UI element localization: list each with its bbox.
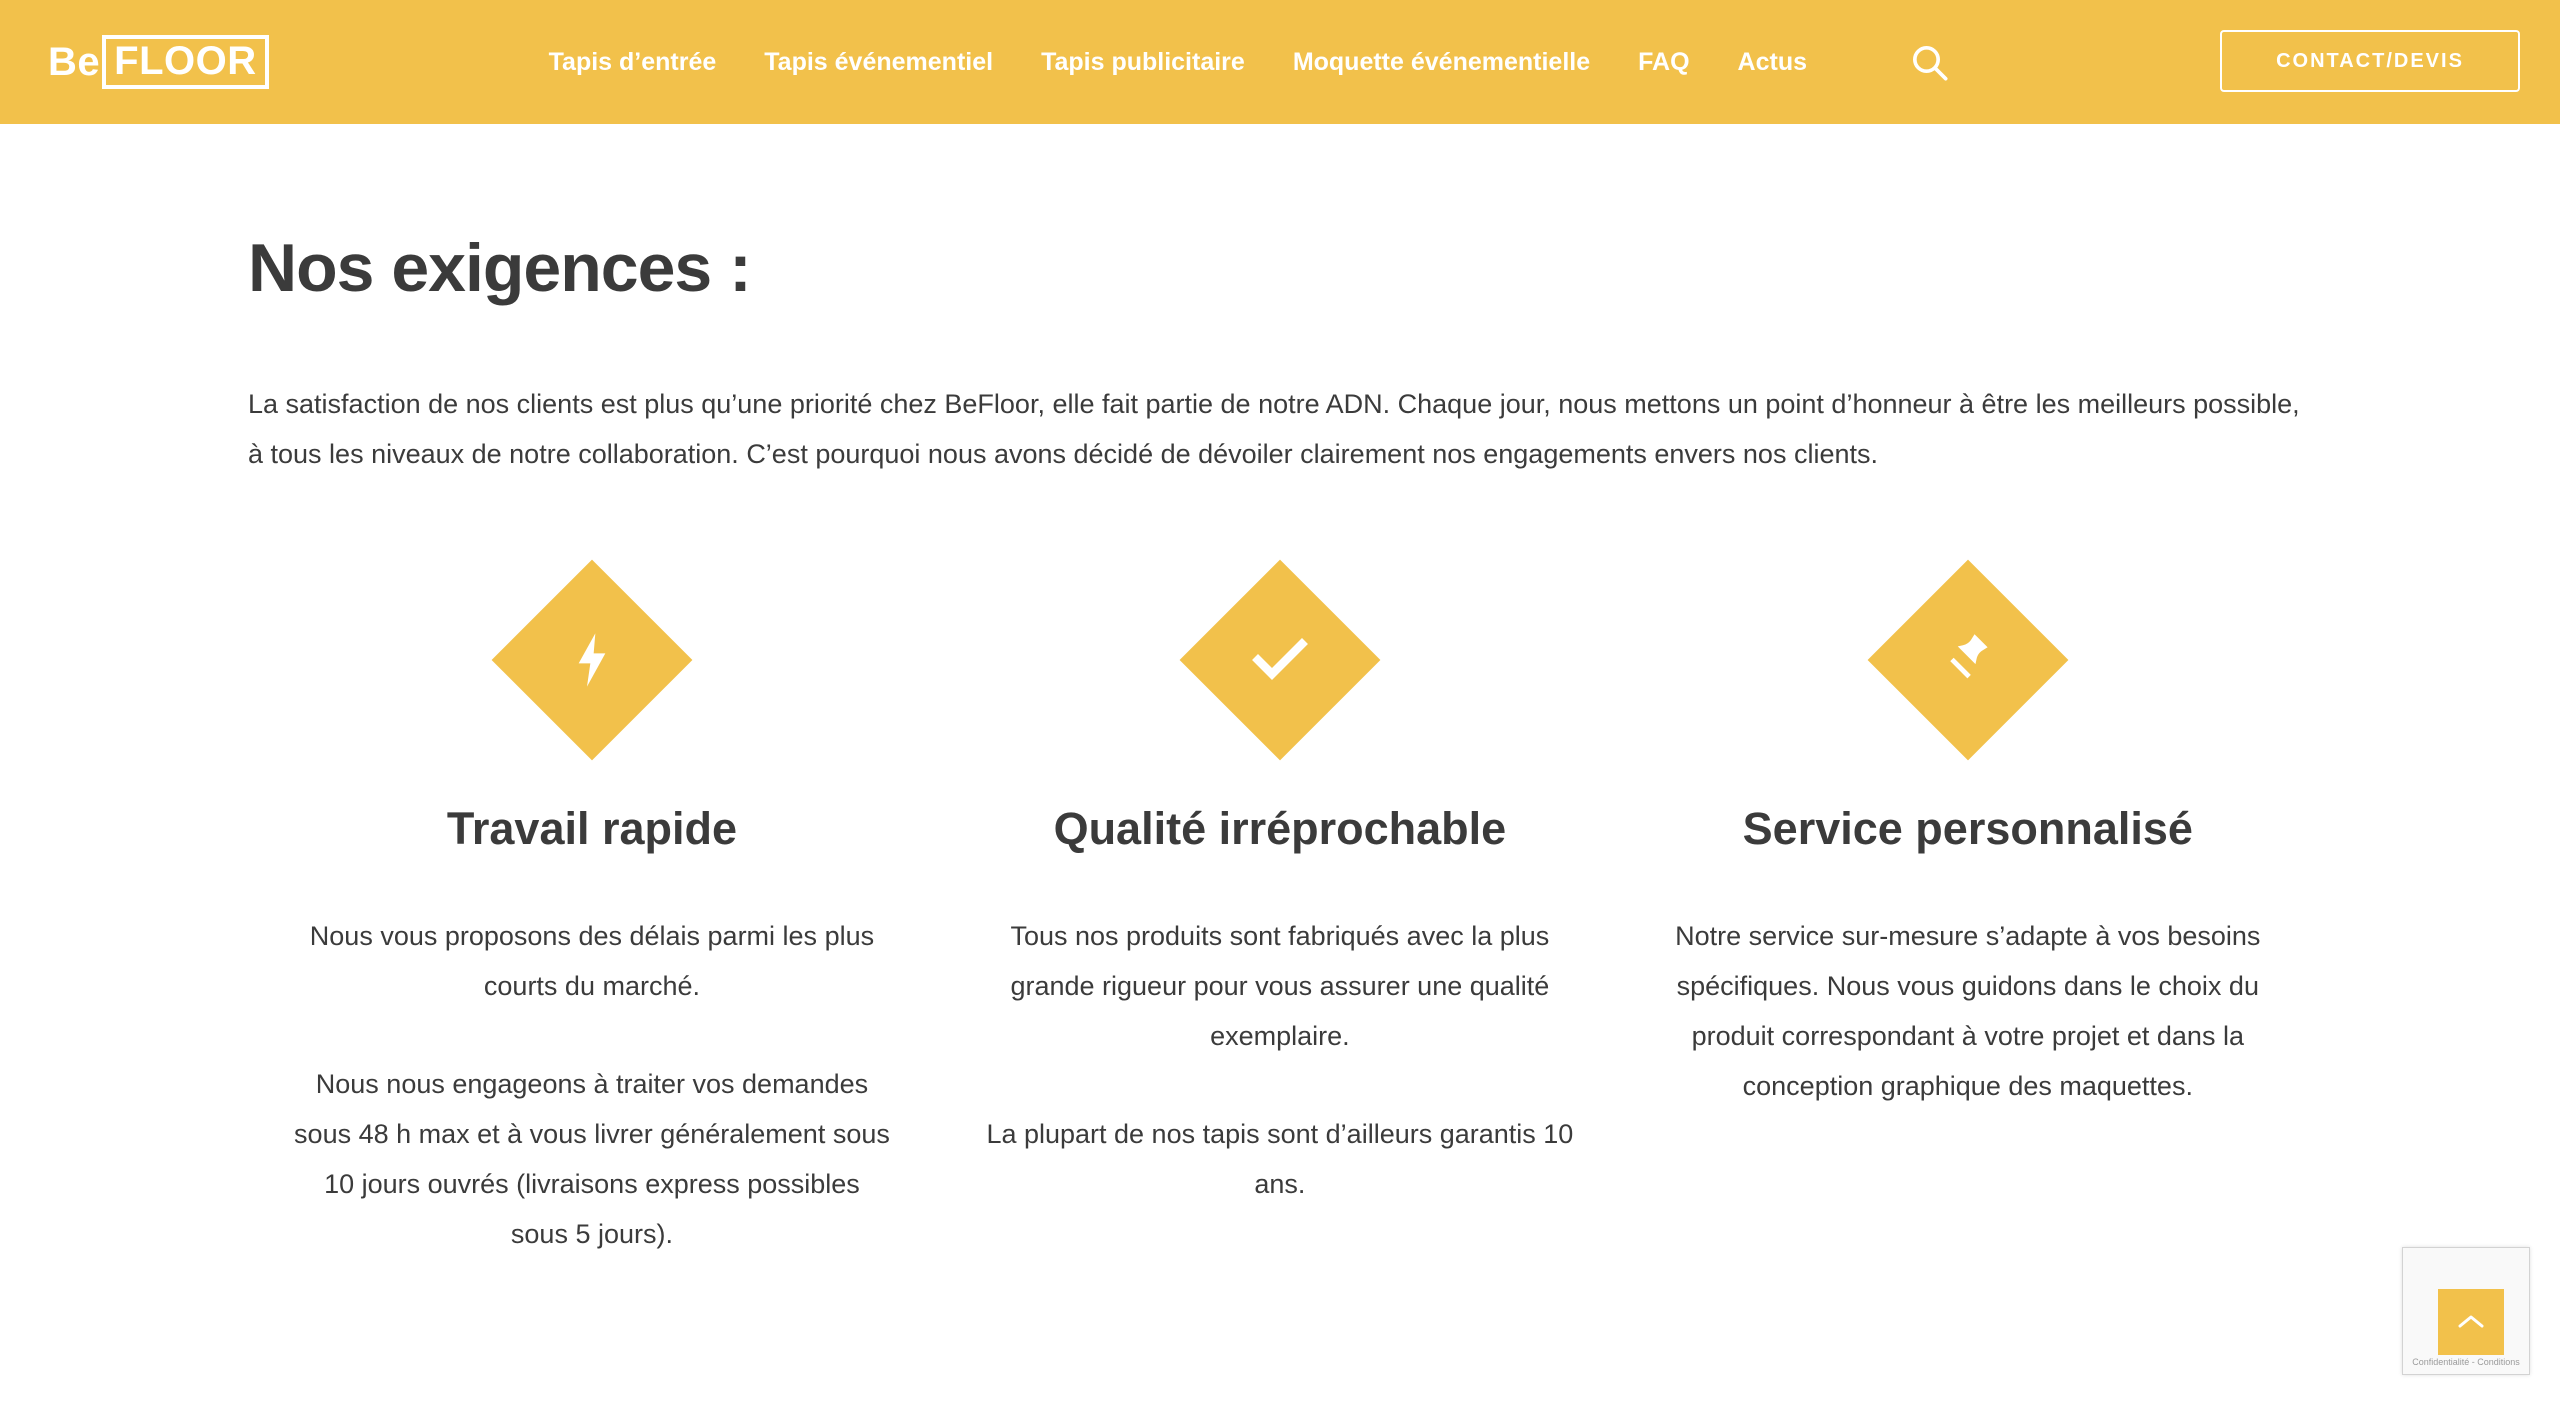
- diamond-badge: [1867, 560, 2068, 761]
- page-content: [0, 229, 2560, 1259]
- card-paragraph: Tous nos produits sont fabriqués avec la plus grande rigueur pour vous assurer une qualité exemplaire.: [1010, 921, 1550, 1051]
- card-title: Travail rapide: [446, 803, 738, 854]
- card-paragraph: La plupart de nos tapis sont d’ailleurs garantis 10 ans.: [986, 1119, 1574, 1199]
- search-icon[interactable]: [1907, 40, 1951, 84]
- diamond-badge: [492, 560, 693, 761]
- logo-text: [48, 35, 269, 89]
- contact-devis-button[interactable]: CONTACT/DEVIS: [2220, 30, 2520, 92]
- push-pin-icon: [1945, 632, 1991, 688]
- nav-faq[interactable]: FAQ: [1638, 47, 1690, 76]
- lightning-bolt-icon: [572, 632, 612, 688]
- card-body: [1668, 911, 2268, 1111]
- logo-be: Be: [48, 39, 101, 84]
- chevron-up-icon: [2456, 1312, 2486, 1332]
- nav-tapis-publicitaire[interactable]: Tapis publicitaire: [1041, 47, 1245, 76]
- intro-paragraph: La satisfaction de nos clients est plus qu’une priorité chez BeFloor, elle fait partie de notre ADN. Chaque jour, nous mettons un point d’honneur à être les meilleurs possible, à tous les niveaux de notre collaboration. C’est pourquoi nous avons décidé de dévoiler clairement nos engagements envers nos clients.: [248, 389, 2300, 469]
- feature-cards: [248, 589, 2312, 1259]
- diamond-badge: [1179, 560, 1380, 761]
- nav-moquette-evenementielle[interactable]: Moquette événementielle: [1292, 47, 1591, 76]
- card-title: Service personnalisé: [1742, 803, 2193, 854]
- site-logo[interactable]: [48, 28, 269, 96]
- nav-tapis-evenementiel[interactable]: Tapis événementiel: [764, 47, 994, 76]
- scroll-to-top-button[interactable]: [2438, 1289, 2504, 1355]
- card-body: [292, 911, 892, 1259]
- logo-floor: FLOOR: [102, 35, 268, 89]
- nav-actus[interactable]: Actus: [1737, 47, 1807, 76]
- recaptcha-terms: Confidentialité - Conditions: [2412, 1357, 2520, 1367]
- site-header: [0, 0, 2560, 124]
- card-paragraph: Nous nous engageons à traiter vos demandes sous 48 h max et à vous livrer généralement sous 10 jours ouvrés (livraisons express possibles sous 5 jours).: [294, 1069, 890, 1249]
- feature-card: [248, 589, 936, 1259]
- feature-card: [936, 589, 1624, 1259]
- card-paragraph: Notre service sur-mesure s’adapte à vos besoins spécifiques. Nous vous guidons dans le choix du produit correspondant à votre projet et dans la conception graphique des maquettes.: [1675, 921, 2261, 1101]
- check-mark-icon: [1252, 636, 1308, 684]
- card-paragraph: Nous vous proposons des délais parmi les plus courts du marché.: [309, 921, 875, 1001]
- nav-tapis-entree[interactable]: Tapis d’entrée: [548, 47, 717, 76]
- feature-card: [1624, 589, 2312, 1259]
- page-title: Nos exigences :: [248, 230, 751, 306]
- card-title: Qualité irréprochable: [1053, 803, 1507, 854]
- main-navigation: [549, 40, 1951, 84]
- card-body: [980, 911, 1580, 1209]
